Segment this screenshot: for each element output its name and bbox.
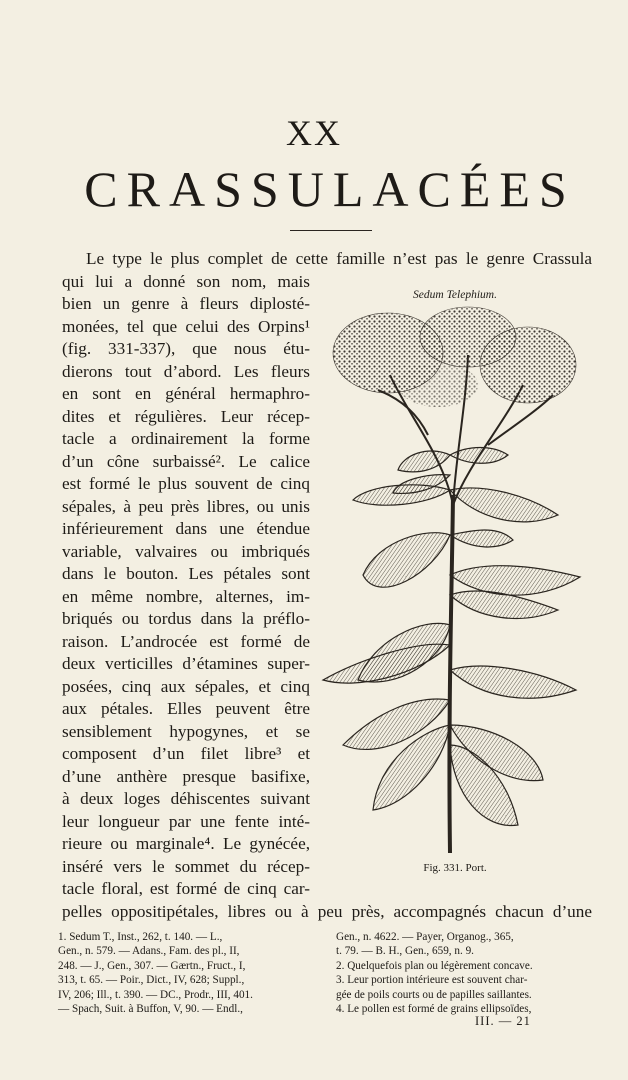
body-line: tacle a ordinairement la forme <box>62 429 310 448</box>
body-line: inférieurement dans une étendue <box>62 519 310 538</box>
footnote-line: 313, t. 65. — Poir., Dict., IV, 628; Suppl., <box>58 974 245 987</box>
main-stem <box>449 495 453 853</box>
body-line: sépales, à peu près libres, ou unis <box>62 497 310 516</box>
body-line: d’une anthère presque basifixe, <box>62 767 310 786</box>
figure-caption-number: Fig. 331. Port. <box>423 862 487 874</box>
footnote-line: 3. Leur portion intérieure est souvent char- <box>336 974 528 987</box>
footnote-line: 1. Sedum T., Inst., 262, t. 140. — L., <box>58 931 223 943</box>
body-line: leur longueur par une fente inté- <box>62 812 310 831</box>
sedum-telephium-illustration <box>318 305 588 857</box>
body-line: dans le bouton. Les pétales sont <box>62 564 310 583</box>
footnote-line: IV, 206; Ill., t. 390. — DC., Prodr., III, 401. <box>58 988 253 1001</box>
body-line: aux pétales. Elles peuvent être <box>62 699 310 718</box>
footnote-line: t. 79. — B. H., Gen., 659, n. 9. <box>336 945 474 958</box>
body-line: rieure ou marginale⁴. Le gynécée, <box>62 834 310 853</box>
footnote-line: 2. Quelquefois plan ou légèrement concave. <box>336 959 533 972</box>
footnote-line: Gen., n. 4622. — Payer, Organog., 365, <box>336 931 514 943</box>
body-line: variable, valvaires ou imbriqués <box>62 542 310 561</box>
flower-cluster <box>333 307 576 407</box>
footnotes-left-column <box>58 930 318 1016</box>
footnotes-right-column <box>336 930 592 1016</box>
body-line: deux verticilles d’étamines super- <box>62 654 310 673</box>
body-line: d’un cône surbaissé². Le calice <box>62 452 310 471</box>
chapter-number: XX <box>286 113 342 153</box>
page-number: III. — 21 <box>475 1014 531 1028</box>
figure-caption-species: Sedum Telephium. <box>413 289 497 301</box>
body-line: à deux loges déhiscentes suivant <box>62 789 310 808</box>
body-line: qui lui a donné son nom, mais <box>62 272 310 291</box>
footnote-line: — Spach, Suit. à Buffon, V, 90. — Endl., <box>58 1003 243 1016</box>
footnote-line: 248. — J., Gen., 307. — Gærtn., Fruct., I, <box>58 959 246 972</box>
body-line: inséré vers le sommet du récep- <box>62 857 310 876</box>
body-line: en même nombre, alternes, im- <box>62 587 310 606</box>
body-line: dierons tout d’abord. Les fleurs <box>62 362 310 381</box>
body-line: raison. L’androcée est formé de <box>62 632 310 651</box>
footnote-line: 4. Le pollen est formé de grains ellipsoïdes, <box>336 1003 532 1016</box>
body-line: posées, cinq aux sépales, et cinq <box>62 677 310 696</box>
body-line: briqués ou tordus dans la préflo- <box>62 609 310 628</box>
body-line: sensiblement hypogynes, et se <box>62 722 310 741</box>
title-rule <box>290 230 372 231</box>
footnote-line: Gen., n. 579. — Adans., Fam. des pl., II, <box>58 945 240 958</box>
body-line: monées, tel que celui des Orpins¹ <box>62 317 310 336</box>
body-line: dites et régulières. Leur récep- <box>62 407 310 426</box>
body-line: est formé le plus souvent de cinq <box>62 474 310 493</box>
body-line: (fig. 331-337), que nous étu- <box>62 339 310 358</box>
body-line: Le type le plus complet de cette famille n’est pas le genre Crassula <box>86 249 592 268</box>
chapter-title: CRASSULACÉES <box>84 161 576 217</box>
body-line: bien un genre à fleurs diplosté- <box>62 294 310 313</box>
footnote-line: gée de poils courts ou de papilles saillantes. <box>336 988 532 1001</box>
body-line: pelles oppositipétales, libres ou à peu près, accompagnés chacun d’une <box>62 902 592 921</box>
body-line: composent d’un filet libre³ et <box>62 744 310 763</box>
body-line: en sont en général hermaphro- <box>62 384 310 403</box>
body-line: tacle floral, est formé de cinq car- <box>62 879 310 898</box>
